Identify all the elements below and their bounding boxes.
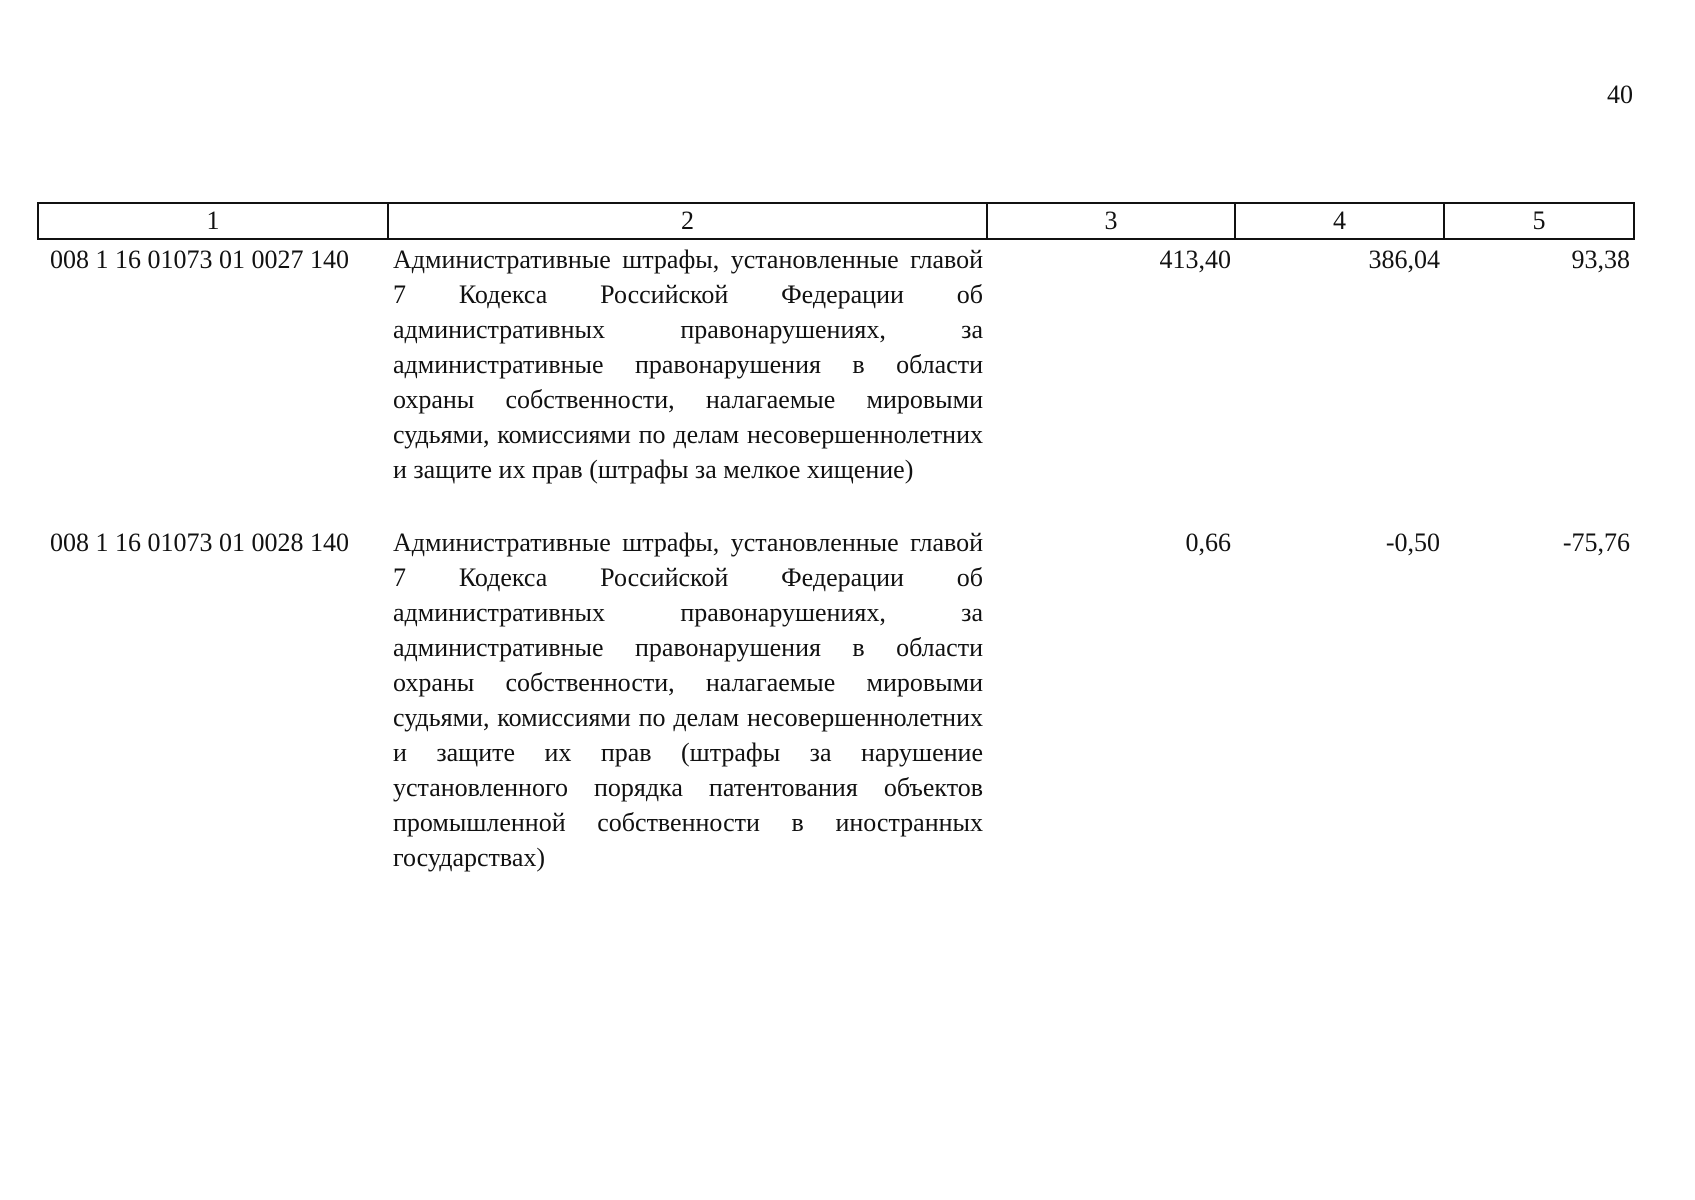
row-value-col5: 93,38: [1571, 245, 1630, 274]
header-col-2: 2: [388, 203, 987, 239]
row-code: 008 1 16 01073 01 0028 140: [50, 528, 349, 557]
table-header: [38, 203, 1634, 239]
header-col-5: 5: [1444, 203, 1634, 239]
row-value-col4: -0,50: [1385, 528, 1440, 557]
row-value-col4: 386,04: [1368, 245, 1440, 274]
row-value-col3: 413,40: [1159, 245, 1231, 274]
header-col-4: 4: [1235, 203, 1444, 239]
header-col-3: 3: [987, 203, 1235, 239]
header-row: [38, 203, 1634, 239]
table-body: [38, 239, 1634, 875]
row-description: Административные штрафы, установленные главой 7 Кодекса Российской Федерации об административных правонарушениях, за административные правонарушения в области охраны собственности, налагаемые мировыми судьями, комиссиями по делам несовершеннолетних и защите их прав (штрафы за нарушение установленного порядка патентования объектов промышленной собственности в иностранных государствах): [393, 528, 983, 872]
row-code: 008 1 16 01073 01 0027 140: [50, 245, 349, 274]
table-row: [38, 239, 1634, 523]
row-value-col5: -75,76: [1562, 528, 1630, 557]
row-value-col3: 0,66: [1185, 528, 1231, 557]
row-description: Административные штрафы, установленные главой 7 Кодекса Российской Федерации об административных правонарушениях, за административные правонарушения в области охраны собственности, налагаемые мировыми судьями, комиссиями по делам несовершеннолетних и защите их прав (штрафы за мелкое хищение): [393, 245, 983, 484]
table-row: [38, 523, 1634, 875]
budget-table: [37, 202, 1635, 875]
page-number: 40: [1607, 80, 1633, 109]
header-col-1: 1: [38, 203, 388, 239]
